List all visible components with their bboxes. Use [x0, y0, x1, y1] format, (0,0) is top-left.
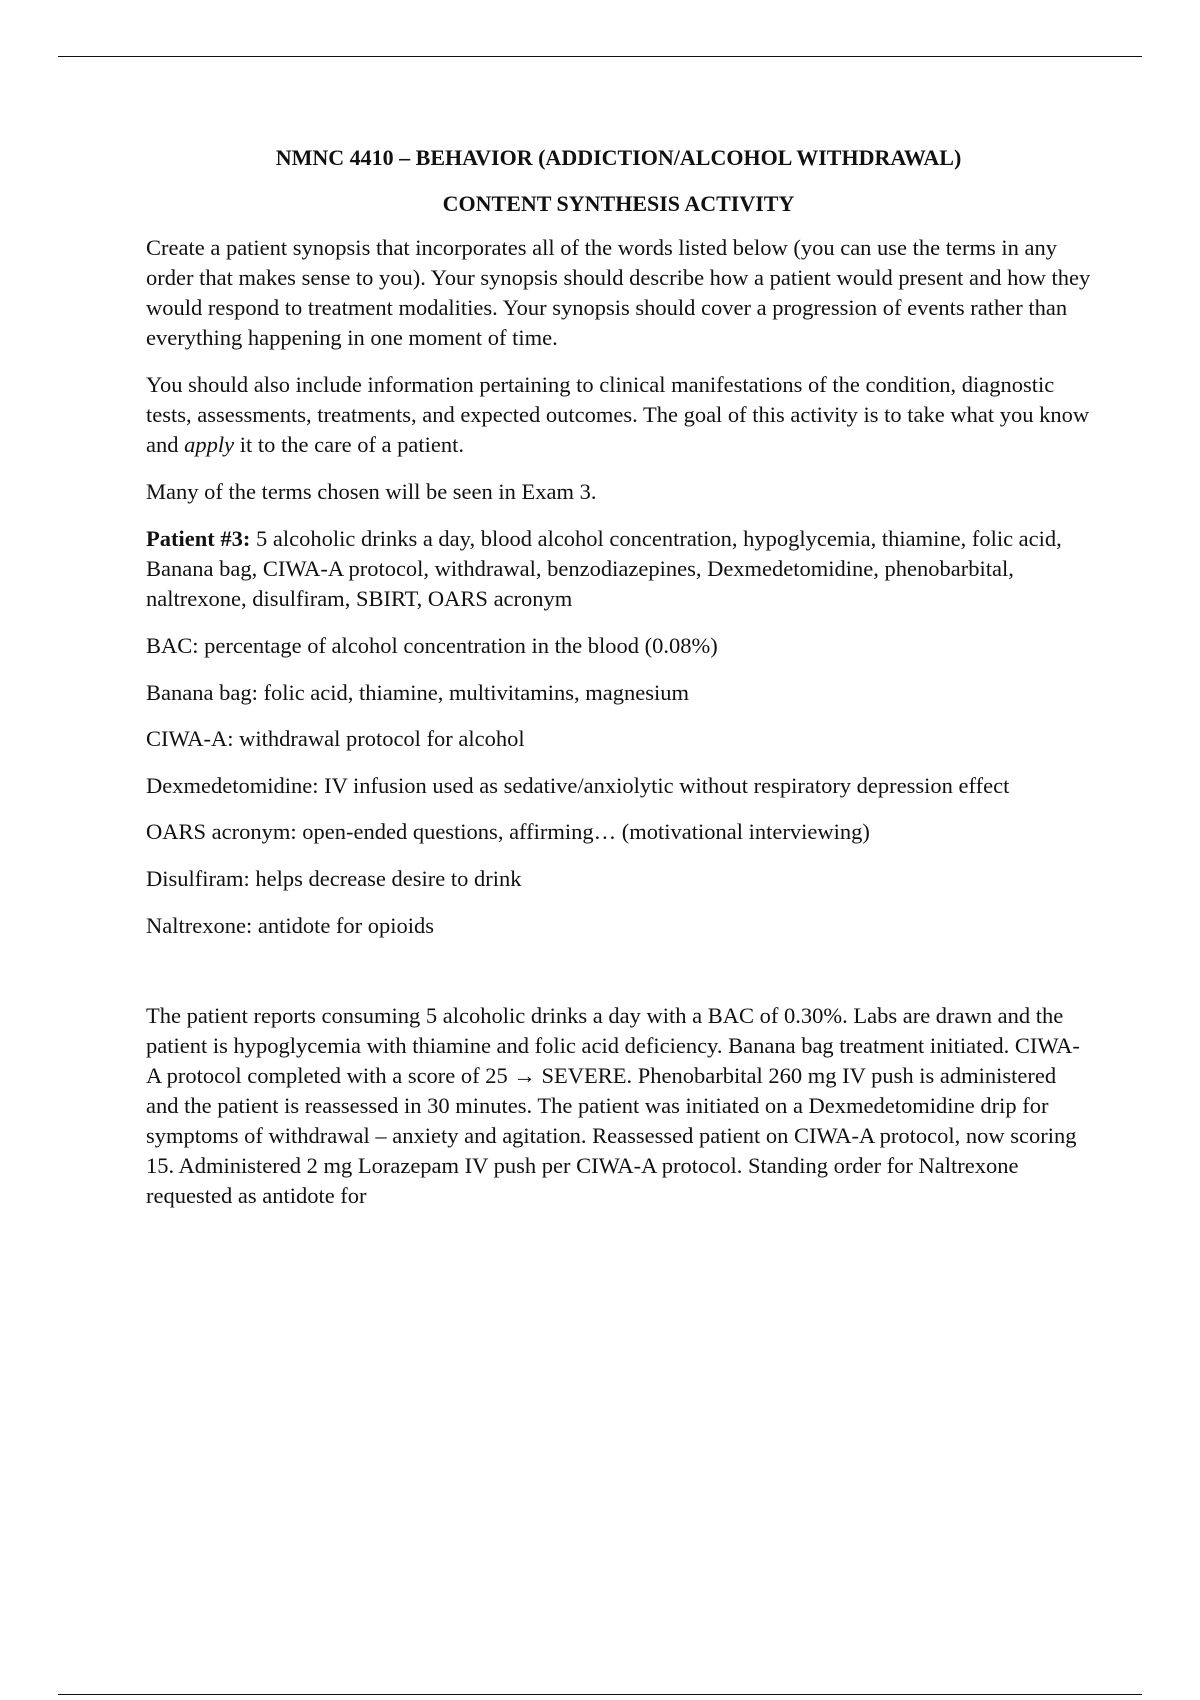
patient-label: Patient #3:	[146, 526, 251, 551]
instructions-paragraph-3: Many of the terms chosen will be seen in Exam 3.	[146, 479, 597, 504]
patient-synopsis: The patient reports consuming 5 alcoholic drinks a day with a BAC of 0.30%. Labs are drawn and the patient is hypoglycemia with thiamine and folic acid deficiency. Banana bag treatment initiated. CIWA-A protocol completed with a score of 25 → SEVERE. Phenobarbital 260 mg IV push is administered and the patient is reassessed in 30 minutes. The patient was initiated on a Dexmedetomidine drip for symptoms of withdrawal – anxiety and agitation. Reassessed patient on CIWA-A protocol, now scoring 15. Administered 2 mg Lorazepam IV push per CIWA-A protocol. Standing order for Naltrexone requested as antidote for	[146, 1003, 1080, 1209]
document-subtitle: CONTENT SYNTHESIS ACTIVITY	[442, 191, 795, 216]
instructions-paragraph-2-text-b: it to the care of a patient.	[234, 432, 465, 457]
top-rule	[58, 56, 1142, 57]
patient-terms-paragraph	[146, 524, 1091, 614]
definition-disulfiram: Disulfiram: helps decrease desire to drink	[146, 865, 522, 891]
definition-oars: OARS acronym: open-ended questions, affirming… (motivational interviewing)	[146, 819, 870, 845]
document-body	[146, 143, 1091, 1228]
instructions-paragraph-1: Create a patient synopsis that incorporates all of the words listed below (you can use the terms in any order that makes sense to you). Your synopsis should describe how a patient would present and how they would respond to treatment modalities. Your synopsis should cover a progression of events rather than everything happening in one moment of time.	[146, 235, 1091, 350]
definition-banana-bag: Banana bag: folic acid, thiamine, multivitamins, magnesium	[146, 679, 689, 705]
instructions-paragraph-2-text-a: You should also include information pertaining to clinical manifestations of the condition, diagnostic tests, assessments, treatments, and expected outcomes. The goal of this activity is to take what you know and	[146, 372, 1090, 457]
instructions-paragraph-2	[146, 370, 1091, 460]
definition-ciwa-a: CIWA-A: withdrawal protocol for alcohol	[146, 726, 525, 752]
definition-bac: BAC: percentage of alcohol concentration in the blood (0.08%)	[146, 633, 718, 658]
apply-emphasis: apply	[184, 432, 235, 457]
definition-naltrexone: Naltrexone: antidote for opioids	[146, 912, 435, 938]
document-title: NMNC 4410 – BEHAVIOR (ADDICTION/ALCOHOL WITHDRAWAL)	[275, 145, 962, 170]
patient-terms: 5 alcoholic drinks a day, blood alcohol concentration, hypoglycemia, thiamine, folic acid, Banana bag, CIWA-A protocol, withdrawal, benzodiazepines, Dexmedetomidine, phenobarbital, naltrexone, disulfiram, SBIRT, OARS acronym	[146, 526, 1062, 611]
bottom-rule	[58, 1694, 1142, 1695]
definition-dexmedetomidine: Dexmedetomidine: IV infusion used as sedative/anxiolytic without respiratory depression effect	[146, 772, 1010, 798]
section-spacer	[146, 957, 1091, 1001]
